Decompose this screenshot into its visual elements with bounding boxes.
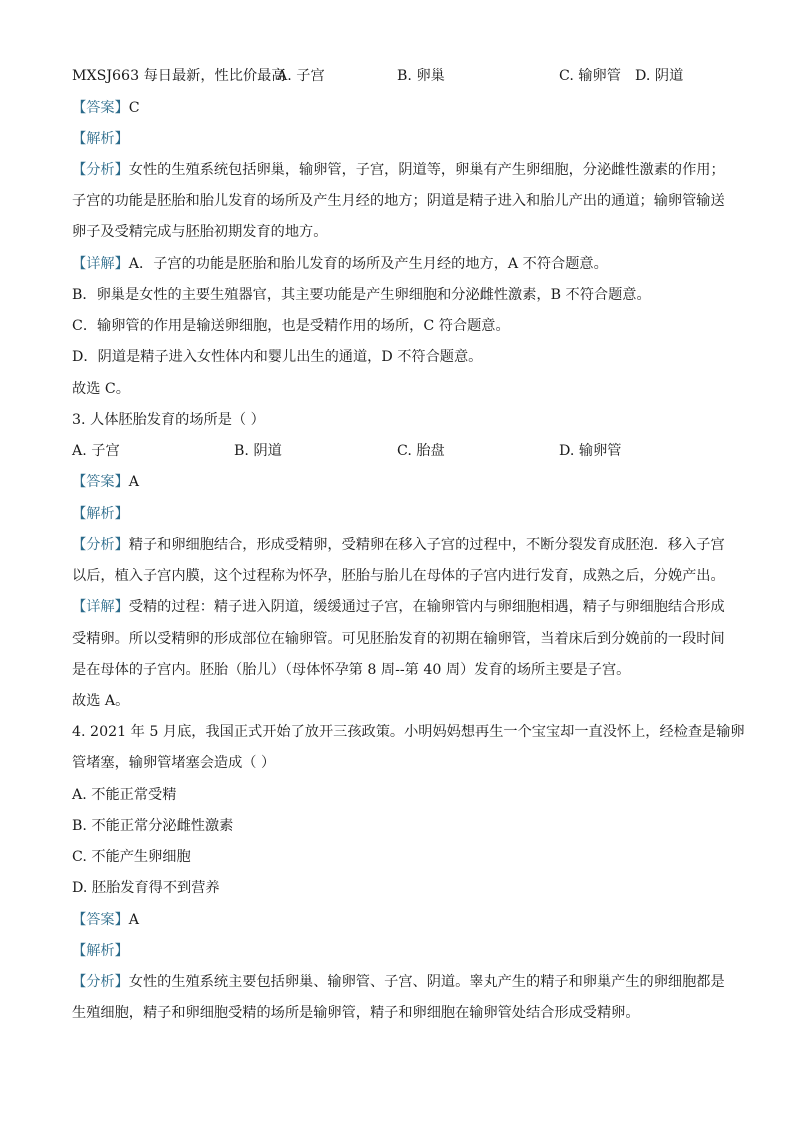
detail-tag: 【详解】 xyxy=(72,599,129,615)
q2-analysis-heading xyxy=(72,129,722,149)
detail-tag: 【详解】 xyxy=(72,256,129,272)
q4-analysis-heading xyxy=(72,941,722,961)
q4-option-a: A. 不能正常受精 xyxy=(72,787,177,803)
q3-conclusion: 故选 A。 xyxy=(72,693,130,709)
fenxi-tag: 【分析】 xyxy=(72,974,129,990)
fenxi-text: 女性的生殖系统包括卵巢，输卵管，子宫，阴道等，卵巢有产生卵细胞，分泌雌性激素的作用； xyxy=(128,162,725,178)
q3-detail-line-3: 是在母体的子宫内。胚胎（胎儿）（母体怀孕第 8 周--第 40 周）发育的场所主要是子宫。 xyxy=(72,662,631,678)
q3-fenxi-line-2: 以后，植入子宫内膜，这个过程称为怀孕，胚胎与胎儿在母体的子宫内进行发育，成熟之后，分娩产出。 xyxy=(72,568,725,584)
q2-prefix: MXSJ663 每日最新，性比价最高 xyxy=(72,68,286,84)
q3-option-c: C. 胎盘 xyxy=(397,443,445,459)
q2-fenxi-line-3: 卵子及受精完成与胚胎初期发育的地方。 xyxy=(72,224,328,240)
detail-text: 受精的过程：精子进入阴道，缓缓通过子宫，在输卵管内与卵细胞相遇，精子与卵细胞结合形成 xyxy=(128,599,725,615)
q4-option-d: D. 胚胎发育得不到营养 xyxy=(72,880,220,896)
q3-answer xyxy=(72,472,722,492)
q4-option-c: C. 不能产生卵细胞 xyxy=(72,849,191,865)
q2-option-b: B. 卵巢 xyxy=(397,68,445,84)
q2-option-d: D. 阴道 xyxy=(635,68,684,84)
q2-fenxi-line-2: 子宫的功能是胚胎和胎儿发育的场所及产生月经的地方；阴道是精子进入和胎儿产出的通道；输卵管输送 xyxy=(72,193,725,209)
q3-detail-line-1 xyxy=(72,597,725,617)
q2-detail-a xyxy=(72,254,722,274)
q2-detail-c: C．输卵管的作用是输送卵细胞，也是受精作用的场所，C 符合题意。 xyxy=(72,318,510,334)
fenxi-text: 女性的生殖系统主要包括卵巢、输卵管、子宫、阴道。睾丸产生的精子和卵巢产生的卵细胞都是 xyxy=(128,974,725,990)
fenxi-tag: 【分析】 xyxy=(72,162,129,178)
q3-option-b: B. 阴道 xyxy=(234,443,282,459)
q2-detail-b: B．卵巢是女性的主要生殖器官，其主要功能是产生卵细胞和分泌雌性激素，B 不符合题意。 xyxy=(72,287,651,303)
q2-conclusion: 故选 C。 xyxy=(72,381,130,397)
answer-value: A xyxy=(128,474,140,490)
analysis-tag: 【解析】 xyxy=(72,506,129,522)
q3-fenxi-line-1 xyxy=(72,535,725,555)
q2-option-c: C. 输卵管 xyxy=(559,68,621,84)
answer-value: C xyxy=(128,100,140,116)
q4-option-b: B. 不能正常分泌雌性激素 xyxy=(72,818,234,834)
q4-answer xyxy=(72,910,722,930)
q4-question-line-1: 4. 2021 年 5 月底，我国正式开始了放开三孩政策。小明妈妈想再生一个宝宝却一直没怀上，经检查是输卵 xyxy=(72,724,745,740)
fenxi-text: 精子和卵细胞结合，形成受精卵，受精卵在移入子宫的过程中，不断分裂发育成胚泡．移入子宫 xyxy=(128,537,725,553)
fenxi-tag: 【分析】 xyxy=(72,537,129,553)
q3-option-a: A. 子宫 xyxy=(72,443,120,459)
q4-fenxi-line-2: 生殖细胞，精子和卵细胞受精的场所是输卵管，精子和卵细胞在输卵管处结合形成受精卵。 xyxy=(72,1005,640,1021)
answer-value: A xyxy=(128,912,140,928)
q4-fenxi-line-1 xyxy=(72,972,725,992)
answer-tag: 【答案】 xyxy=(72,474,129,490)
q3-analysis-heading xyxy=(72,504,722,524)
q2-answer xyxy=(72,98,722,118)
q2-detail-d: D．阴道是精子进入女性体内和婴儿出生的通道，D 不符合题意。 xyxy=(72,349,483,365)
q3-question: 3. 人体胚胎发育的场所是（ ） xyxy=(72,412,265,428)
answer-tag: 【答案】 xyxy=(72,100,129,116)
q2-options-line xyxy=(72,66,722,86)
q3-detail-line-2: 受精卵。所以受精卵的形成部位在输卵管。可见胚胎发育的初期在输卵管，当着床后到分娩前的一段时间 xyxy=(72,631,725,647)
q4-question-line-2: 管堵塞，输卵管堵塞会造成（ ） xyxy=(72,755,276,771)
q3-option-d: D. 输卵管 xyxy=(559,443,622,459)
answer-tag: 【答案】 xyxy=(72,912,129,928)
analysis-tag: 【解析】 xyxy=(72,131,129,147)
q2-fenxi-line-1 xyxy=(72,160,725,180)
detail-text: A．子宫的功能是胚胎和胎儿发育的场所及产生月经的地方，A 不符合题意。 xyxy=(128,256,608,272)
q2-option-a: A. 子宫 xyxy=(277,68,325,84)
analysis-tag: 【解析】 xyxy=(72,943,129,959)
